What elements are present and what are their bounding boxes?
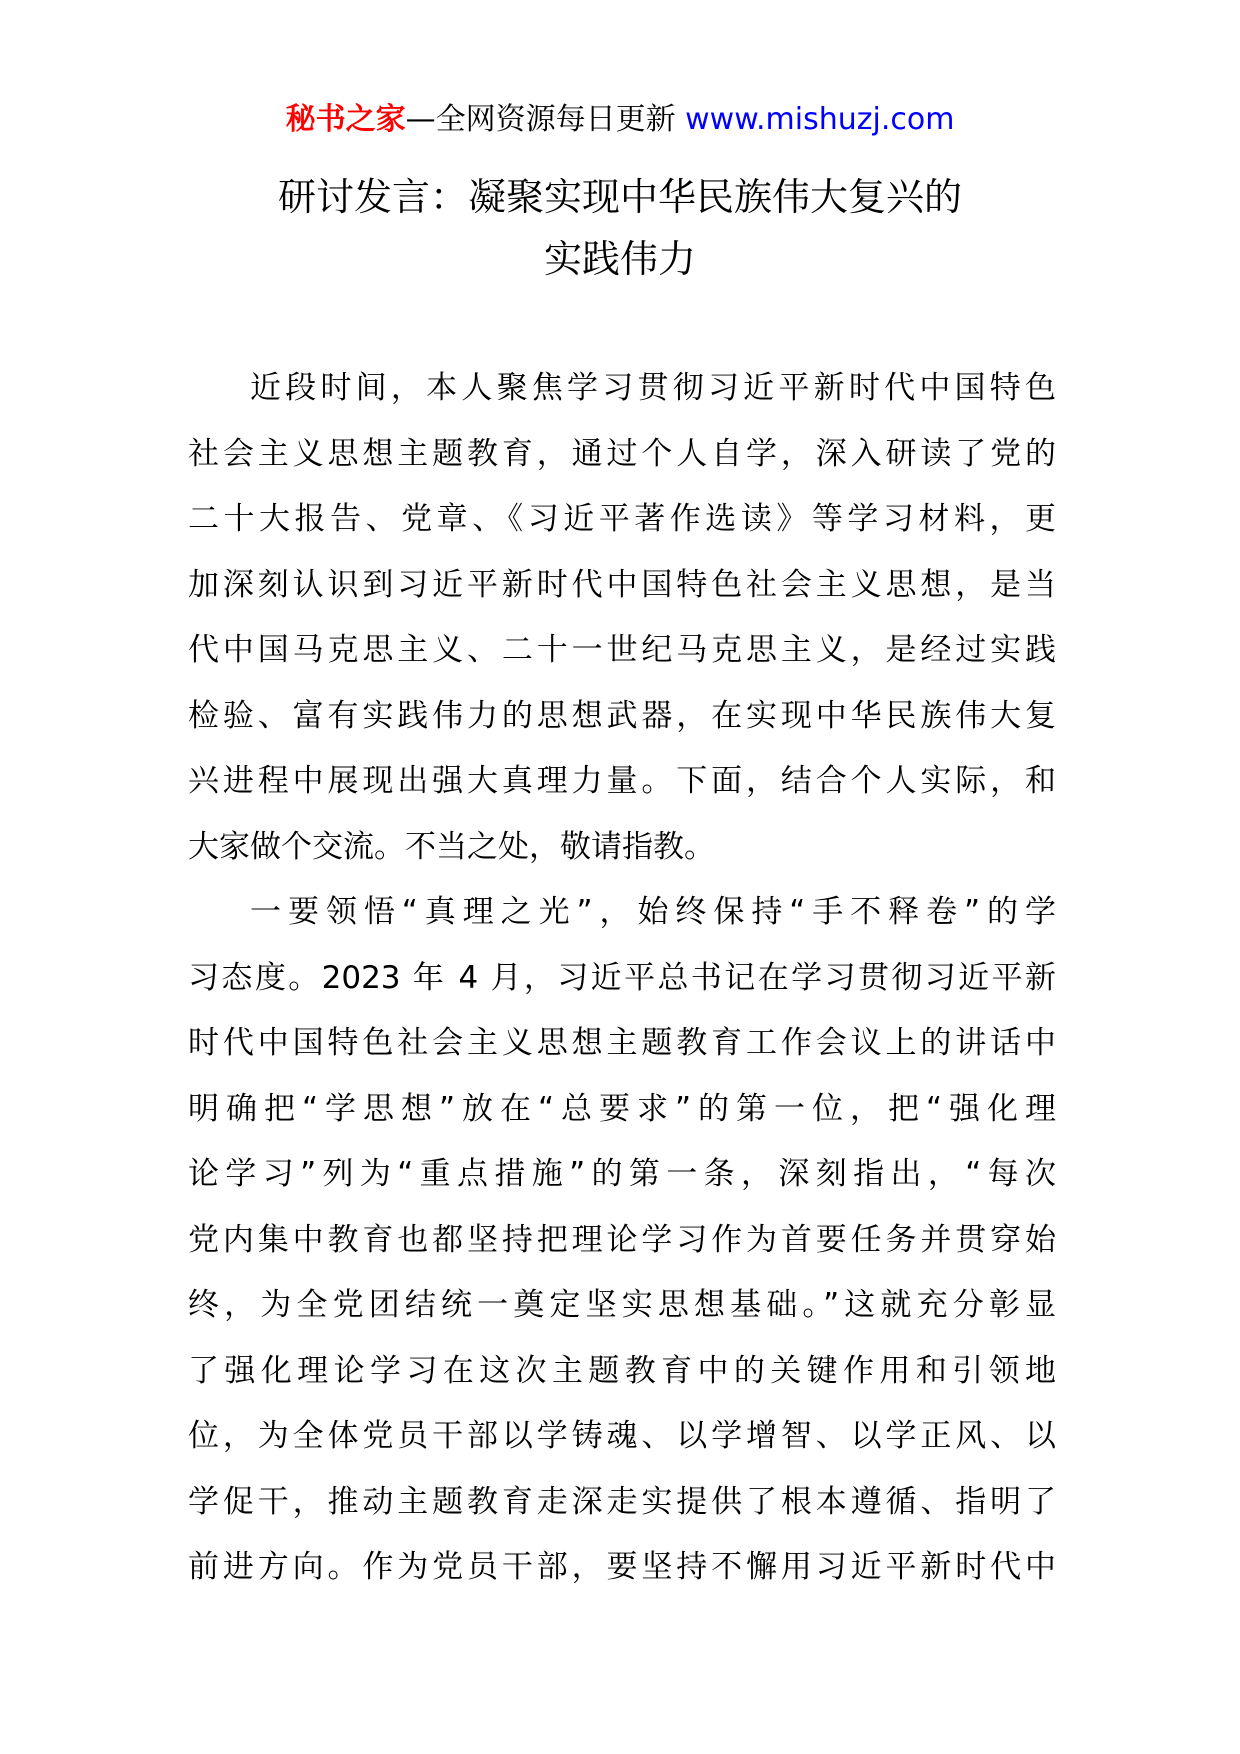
- site-tagline: —全网资源每日更新: [405, 102, 676, 137]
- title-line-1: 研讨发言：凝聚实现中华民族伟大复兴的: [277, 175, 962, 219]
- site-url-link[interactable]: www.mishuzj.com: [685, 102, 955, 137]
- body-line: 终，为全党团结统一奠定坚实思想基础。”这就充分彰显: [188, 1287, 1056, 1323]
- body-line: 兴进程中展现出强大真理力量。下面，结合个人实际，和: [188, 763, 1056, 799]
- body-line: 近段时间，本人聚焦学习贯彻习近平新时代中国特色: [250, 370, 1056, 406]
- body-line: 检验、富有实践伟力的思想武器，在实现中华民族伟大复: [188, 697, 1056, 734]
- body-line: 加深刻认识到习近平新时代中国特色社会主义思想，是当: [188, 566, 1056, 603]
- body-line: 党内集中教育也都坚持把理论学习作为首要任务并贯穿始: [188, 1221, 1056, 1258]
- document-title: [0, 166, 1240, 290]
- body-line: 二十大报告、党章、《习近平著作选读》等学习材料，更: [188, 501, 1056, 537]
- body-line: 位，为全体党员干部以学铸魂、以学增智、以学正风、以: [188, 1418, 1056, 1454]
- body-line: 学促干，推动主题教育走深走实提供了根本遵循、指明了: [188, 1483, 1056, 1520]
- body-line: 了强化理论学习在这次主题教育中的关键作用和引领地: [188, 1352, 1056, 1389]
- body-line: 社会主义思想主题教育，通过个人自学，深入研读了党的: [188, 435, 1056, 472]
- body-line: 论学习”列为“重点措施”的第一条，深刻指出，“每次: [188, 1156, 1056, 1192]
- title-line-2: 实践伟力: [543, 237, 696, 281]
- body-line: 习态度。2023 年 4 月，习近平总书记在学习贯彻习近平新: [188, 959, 1056, 996]
- body-line: 时代中国特色社会主义思想主题教育工作会议上的讲话中: [188, 1025, 1056, 1061]
- site-header: [0, 100, 1240, 140]
- body-line: 前进方向。作为党员干部，要坚持不懈用习近平新时代中: [188, 1549, 1056, 1585]
- document-body: [188, 356, 1056, 1601]
- body-line: 大家做个交流。不当之处，敬请指教。: [188, 828, 715, 865]
- body-line: 代中国马克思主义、二十一世纪马克思主义，是经过实践: [188, 632, 1056, 668]
- body-line: 一要领悟“真理之光”，始终保持“手不释卷”的学: [250, 894, 1056, 930]
- body-line: 明确把“学思想”放在“总要求”的第一位，把“强化理: [188, 1090, 1056, 1127]
- site-brand: 秘书之家: [285, 102, 406, 137]
